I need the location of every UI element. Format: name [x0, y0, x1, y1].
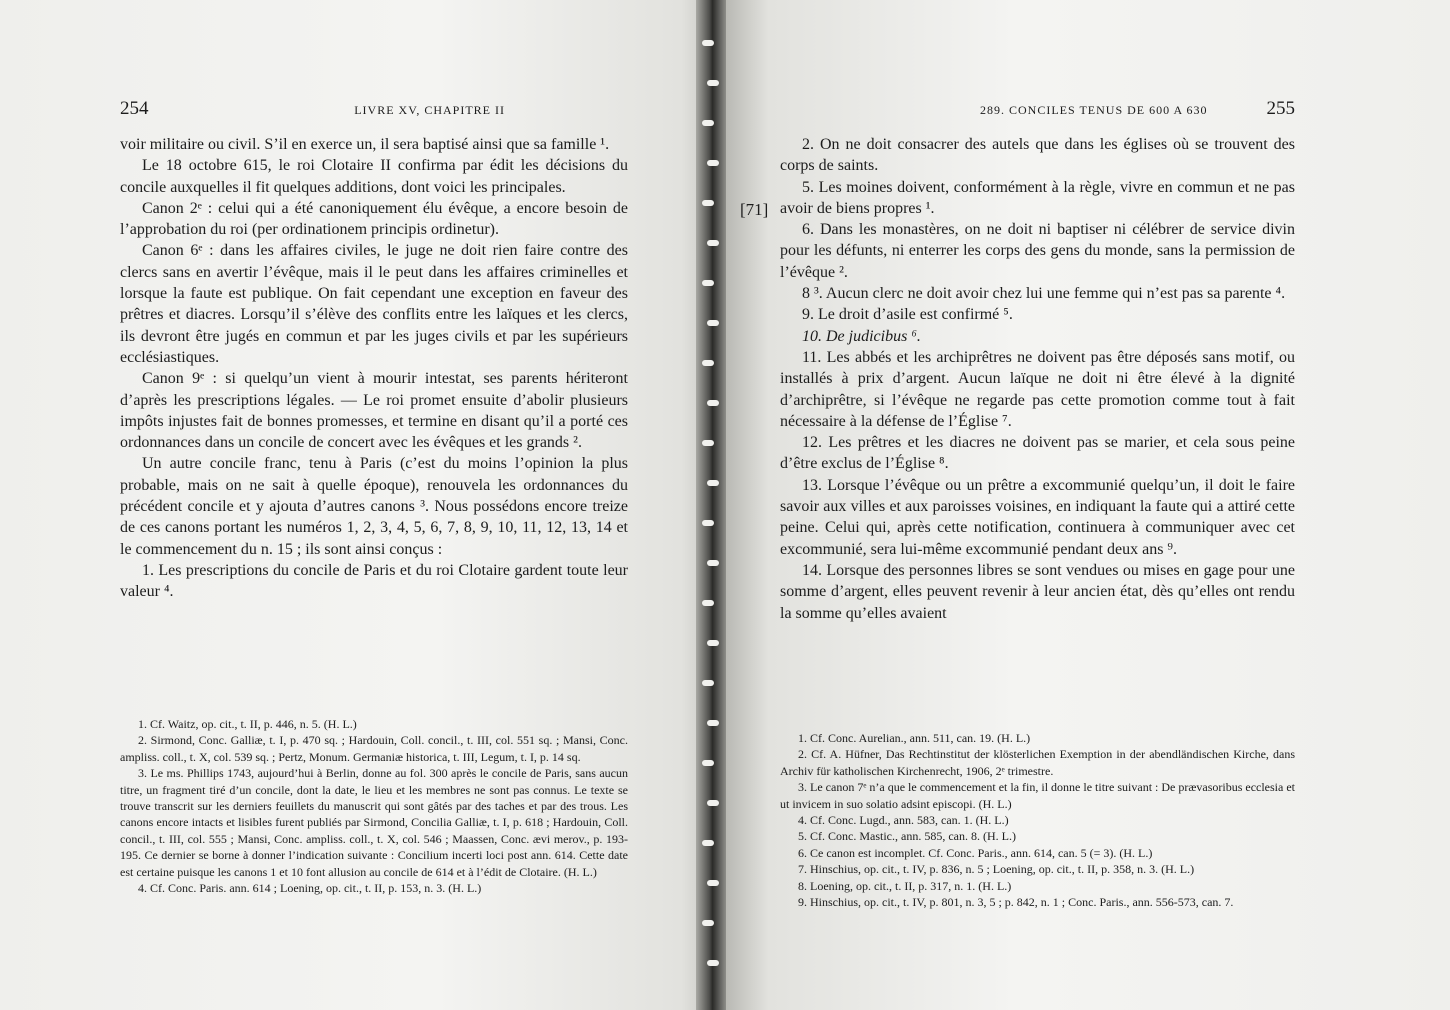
- binding-hole: [707, 960, 719, 966]
- right-page-header: [780, 98, 1295, 126]
- binding-hole: [707, 80, 719, 86]
- paragraph: 1. Les prescriptions du concile de Paris et du roi Clotaire gardent toute leur valeur ⁴.: [120, 561, 628, 601]
- binding-hole: [702, 360, 714, 366]
- paragraph: 10. De judicibus ⁶.: [802, 327, 921, 345]
- binding-hole: [707, 400, 719, 406]
- binding-hole: [702, 120, 714, 126]
- footnote: 3. Le canon 7ᵉ n’a que le commencement et la fin, il donne le titre suivant : De prævasoribus ecclesia et ut invicem in suo solatio adsint episcopi. (H. L.): [780, 780, 1295, 811]
- paragraph: voir militaire ou civil. S’il en exerce un, il sera baptisé ainsi que sa famille ¹.: [120, 136, 610, 153]
- right-footnotes: [780, 730, 1295, 910]
- footnote: 1. Cf. Conc. Aurelian., ann. 511, can. 19. (H. L.): [798, 731, 1031, 745]
- binding-hole: [707, 240, 719, 246]
- binding-hole: [702, 600, 714, 606]
- binding-hole: [702, 40, 714, 46]
- footnote: 6. Ce canon est incomplet. Cf. Conc. Paris., ann. 614, can. 5 (= 3). (H. L.): [798, 845, 1153, 860]
- binding-hole: [702, 760, 714, 766]
- binding-hole: [707, 800, 719, 806]
- binding-hole: [707, 880, 719, 886]
- footnote: 4. Cf. Conc. Paris. ann. 614 ; Loening, op. cit., t. II, p. 153, n. 3. (H. L.): [138, 881, 482, 896]
- binding-hole: [702, 200, 714, 206]
- footnote: 9. Hinschius, op. cit., t. IV, p. 801, n. 3, 5 ; p. 842, n. 1 ; Conc. Paris., ann. 556-573, can. 7.: [798, 895, 1234, 910]
- book-gutter: [696, 0, 726, 1010]
- footnote: 2. Sirmond, Conc. Galliæ, t. I, p. 470 sq. ; Hardouin, Coll. concil., t. III, col. 551 sq. ; Mansi, Conc. ampliss. coll., t. X, col. 539 sq. ; Pertz, Monum. Germaniæ historica, t. III, Legum, t. I, p. 14 sq.: [120, 733, 628, 764]
- left-page-header: [120, 98, 625, 126]
- paragraph: 5. Les moines doivent, conformément à la règle, vivre en commun et ne pas avoir de biens propres ¹.: [780, 178, 1295, 217]
- footnote: 8. Loening, op. cit., t. II, p. 317, n. 1. (H. L.): [798, 878, 1012, 893]
- paragraph: Le 18 octobre 615, le roi Clotaire II confirma par édit les décisions du concile auxquelles il fit quelques additions, dont voici les principales.: [120, 157, 628, 196]
- paragraph: 9. Le droit d’asile est confirmé ⁵.: [802, 306, 1013, 324]
- footnote: 5. Cf. Conc. Mastic., ann. 585, can. 8. (H. L.): [798, 829, 1016, 844]
- binding-hole: [702, 280, 714, 286]
- footnote: 3. Le ms. Phillips 1743, aujourd’hui à Berlin, donne au fol. 300 après le concile de Paris, sans aucun titre, un fragment tiré d’un concile, dont la date, le lieu et les membres ne sont pas connus. Le texte se trouve transcrit sur les derniers feuillets du manuscrit qui sont gâtés par des taches et par des trous. Les canons encore intacts et lisibles furent publiés par Sirmond, Concilia Galliæ, t. I, p. 618 ; Hardouin, Coll. concil., t. III, col. 555 ; Mansi, Conc. ampliss. coll., t. X, col. 546 ; Maassen, Conc. ævi merov., p. 193-195. Ce dernier se borne à donner l’indication suivante : Concilium incerti loci post ann. 614. Cette date est certaine puisque les canons 1 et 10 font allusion au concile de 614 et à l’édit de Clotaire. (H. L.): [120, 766, 628, 879]
- binding-hole: [702, 840, 714, 846]
- paragraph: Canon 6ᵉ : dans les affaires civiles, le juge ne doit rien faire contre des clercs sans en avertir l’évêque, mais il le peut dans les affaires criminelles et lorsque la faute est publique. On fait cependant une exception en faveur des prêtres et diacres. Lorsqu’il s’élève des conflits entre les laïques et les clercs, ils devront être jugés en commun et par les juges civils et par les supérieurs ecclésiastiques.: [120, 242, 628, 366]
- binding-hole: [707, 640, 719, 646]
- paragraph: 8 ³. Aucun clerc ne doit avoir chez lui une femme qui n’est pas sa parente ⁴.: [802, 285, 1286, 303]
- paragraph: 11. Les abbés et les archiprêtres ne doivent pas être déposés sans motif, ou installés à prix d’argent. Aucun laïque ne doit ni être élevé à la dignité d’archiprêtre, si l’évêque ne regarde pas cette promotion comme tout à fait nécessaire à la défense de l’Église ⁷.: [780, 348, 1295, 430]
- right-page-number: 255: [1266, 98, 1295, 119]
- margin-number: [71]: [740, 200, 769, 219]
- footnote: 1. Cf. Waitz, op. cit., t. II, p. 446, n. 5. (H. L.): [138, 717, 357, 731]
- paragraph: 14. Lorsque des personnes libres se sont vendues ou mises en gage pour une somme d’argent, elles peuvent revenir à leur ancien état, dès qu’elles ont rendu la somme qu’elles avaient: [780, 561, 1295, 622]
- right-page-body: [780, 134, 1295, 624]
- binding-hole: [707, 320, 719, 326]
- footnote: 2. Cf. A. Hüfner, Das Rechtinstitut der klösterlichen Exemption in der abendländischen Kirche, dans Archiv für katholischen Kirchenrecht, 1906, 2ᵉ trimestre.: [780, 747, 1295, 778]
- left-running-head: LIVRE XV, CHAPITRE II: [354, 103, 505, 117]
- right-page: [725, 0, 1450, 1010]
- footnote: 7. Hinschius, op. cit., t. IV, p. 836, n. 5 ; Loening, op. cit., t. II, p. 358, n. 3. (H. L.): [798, 862, 1195, 877]
- paragraph: 12. Les prêtres et les diacres ne doivent pas se marier, et cela sous peine d’être exclus de l’Église ⁸.: [780, 434, 1295, 473]
- paragraph: Canon 9ᵉ : si quelqu’un vient à mourir intestat, ses parents hériteront d’après les prescriptions légales. — Le roi promet ensuite d’abolir plusieurs impôts injustes fait de bonnes promesses, et termine en disant qu’il a porté ces ordonnances dans un concile de concert avec les évêques et les grands ².: [120, 370, 628, 452]
- left-page-body: [120, 134, 628, 603]
- binding-hole: [707, 720, 719, 726]
- binding-hole: [702, 920, 714, 926]
- paragraph: Canon 2ᵉ : celui qui a été canoniquement élu évêque, a encore besoin de l’approbation du roi (per ordinationem principis ordinetur).: [120, 199, 628, 239]
- left-page-number: 254: [120, 98, 149, 119]
- footnote: 4. Cf. Conc. Lugd., ann. 583, can. 1. (H. L.): [798, 813, 1009, 828]
- binding-hole: [707, 480, 719, 486]
- binding-hole: [707, 560, 719, 566]
- binding-hole: [702, 440, 714, 446]
- left-footnotes: [120, 716, 628, 896]
- paragraph: Un autre concile franc, tenu à Paris (c’est du moins l’opinion la plus probable, mais on ne sait à quelle époque), renouvela les ordonnances du précédent concile et y ajouta d’autres canons ³. Nous possédons encore treize de ces canons portant les numéros 1, 2, 3, 4, 5, 6, 7, 8, 9, 10, 11, 12, 13, 14 et le commencement du n. 15 ; ils sont ainsi conçus :: [120, 455, 628, 558]
- paragraph: 2. On ne doit consacrer des autels que dans les églises où se trouvent des corps de saints.: [780, 136, 1295, 175]
- paragraph: 13. Lorsque l’évêque ou un prêtre a excommunié quelqu’un, il doit le faire savoir aux villes et aux paroisses voisines, en indiquant la faute qui a attiré cette peine. Celui qui, après cette notification, continuera à communiquer avec cet excommunié, sera lui-même excommunié pendant deux ans ⁹.: [780, 476, 1295, 558]
- right-running-head: 289. CONCILES TENUS DE 600 A 630: [980, 103, 1208, 117]
- paragraph: 6. Dans les monastères, on ne doit ni baptiser ni célébrer de service divin pour les défunts, ni enterrer les corps des gens du monde, sans la permission de l’évêque ².: [780, 221, 1295, 281]
- binding-hole: [707, 160, 719, 166]
- binding-hole: [702, 680, 714, 686]
- binding-hole: [702, 520, 714, 526]
